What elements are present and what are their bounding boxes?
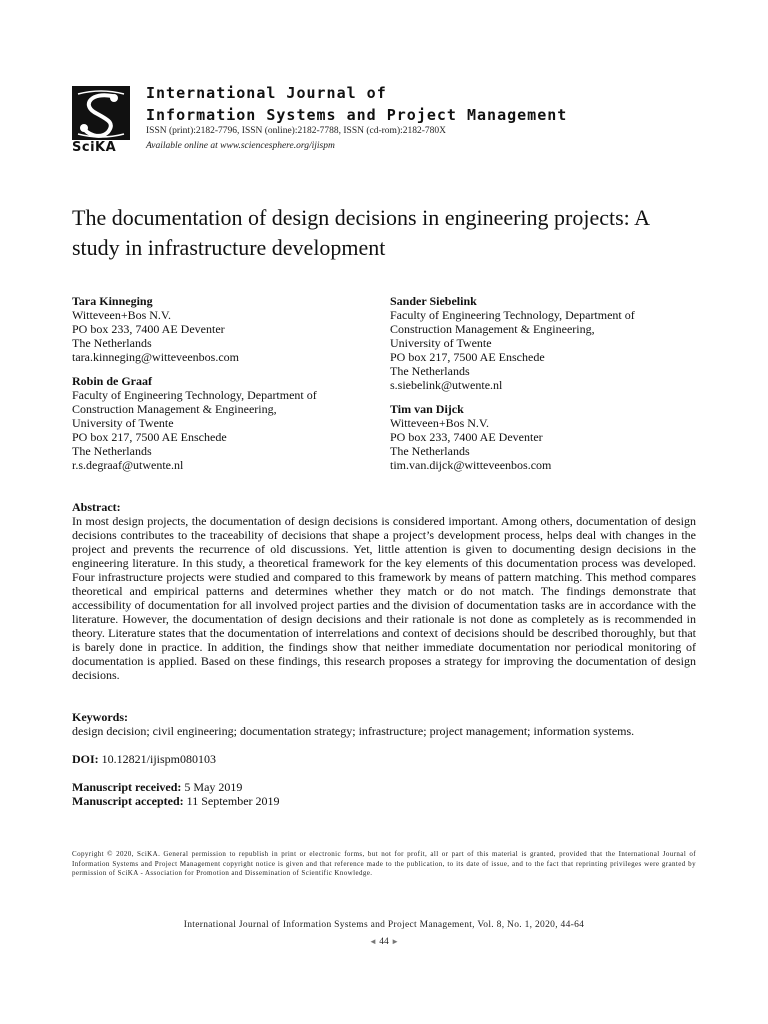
author-name: Tim van Dijck: [390, 402, 464, 416]
manuscript-received-line: [72, 780, 280, 794]
copyright-notice: Copyright © 2020, SciKA. General permission to republish in print or electronic forms, but not for profit, all or part of this material is granted, provided that the International Journal of Information Systems and Project Management copyright notice is given and that reference made to the publication, to its date of issue, and to the fact that reprinting privileges were granted by permission of SciKA - Association for Promotion and Dissemination of Scientific Knowledge.: [72, 850, 696, 877]
received-label: Manuscript received:: [72, 780, 182, 794]
authors-right-column: [390, 294, 690, 482]
author-affiliation-line: Witteveen+Bos N.V.: [390, 416, 490, 430]
doi-label: DOI:: [72, 752, 99, 766]
journal-title-line-1: International Journal of: [146, 84, 387, 102]
logo-caption: SciKA: [72, 140, 117, 155]
author-affiliation-line: Construction Management & Engineering,: [72, 402, 277, 416]
journal-citation-footer: International Journal of Information Systems and Project Management, Vol. 8, No. 1, 2020, 44-64: [183, 920, 585, 930]
author-address-line: PO box 217, 7500 AE Enschede: [390, 350, 545, 364]
doi-value: 10.12821/ijispm080103: [101, 752, 217, 766]
manuscript-accepted-line: [72, 794, 280, 808]
abstract-section: [72, 500, 696, 682]
author-affiliation-line: Witteveen+Bos N.V.: [72, 308, 172, 322]
author-affiliation-line: Construction Management & Engineering,: [390, 322, 595, 336]
author-affiliation-line: University of Twente: [72, 416, 174, 430]
journal-title: [146, 82, 567, 126]
author-country-line: The Netherlands: [72, 336, 152, 350]
author-affiliation-line: Faculty of Engineering Technology, Department of: [390, 308, 635, 322]
paper-title: The documentation of design decisions in engineering projects: A study in infrastructure development: [72, 205, 649, 260]
authors-left-column: [72, 294, 372, 482]
author-address-line: PO box 233, 7400 AE Deventer: [72, 322, 225, 336]
abstract-heading: Abstract:: [72, 500, 121, 514]
page-number: [0, 937, 768, 947]
page-number-value: 44: [379, 937, 389, 947]
author-entry: [390, 294, 690, 392]
author-email: tara.kinneging@witteveenbos.com: [72, 350, 240, 364]
author-email: r.s.degraaf@utwente.nl: [72, 458, 184, 472]
author-name: Tara Kinneging: [72, 294, 153, 308]
accepted-label: Manuscript accepted:: [72, 794, 184, 808]
prev-page-arrow-icon: ◄: [368, 937, 377, 946]
author-country-line: The Netherlands: [390, 444, 470, 458]
keywords-heading: Keywords:: [72, 710, 128, 724]
author-entry: [390, 402, 690, 472]
received-value: 5 May 2019: [184, 780, 243, 794]
journal-title-line-2: Information Systems and Project Management: [146, 106, 568, 124]
issn-line: ISSN (print):2182-7796, ISSN (online):2182-7788, ISSN (cd-rom):2182-780X: [146, 126, 447, 136]
author-name: Robin de Graaf: [72, 374, 153, 388]
author-affiliation-line: University of Twente: [390, 336, 492, 350]
author-entry: [72, 374, 372, 472]
doi-line: [72, 752, 216, 766]
author-email: tim.van.dijck@witteveenbos.com: [390, 458, 552, 472]
author-affiliation-line: Faculty of Engineering Technology, Department of: [72, 388, 317, 402]
author-name: Sander Siebelink: [390, 294, 477, 308]
author-country-line: The Netherlands: [72, 444, 152, 458]
next-page-arrow-icon: ►: [391, 937, 400, 946]
accepted-value: 11 September 2019: [186, 794, 280, 808]
available-online-line: Available online at www.sciencesphere.org/ijispm: [146, 141, 335, 151]
manuscript-dates: [72, 780, 280, 808]
author-country-line: The Netherlands: [390, 364, 470, 378]
abstract-body: In most design projects, the documentation of design decisions is considered important. Among others, documentation of design decisions contributes to the traceability of decisions that shape a project’s development process, helps deal with changes in the project and prevents the recurrence of old discussions. Yet, little attention is given to documenting design decisions in the engineering literature. In this study, a theoretical framework for the key elements of this documentation process was developed. Four infrastructure projects were studied and compared to this framework by means of pattern matching. This method compares theoretical and empirical patterns and determines whether they match or do not match. The findings demonstrate that accessibility of documentation for all involved project parties and the division of documentation tasks are in accordance with the literature. However, the documentation of design decisions and their rationale is not done as completely as is recommended in theory. Literature states that the documentation of interrelations and context of decisions should be described thoroughly, but that is barely done in practice. In addition, the findings show that neither immediate documentation nor periodical monitoring of documentation is applied. Based on these findings, this research proposes a strategy for improving the documentation of design decisions.: [72, 514, 696, 682]
author-address-line: PO box 217, 7500 AE Enschede: [72, 430, 227, 444]
author-address-line: PO box 233, 7400 AE Deventer: [390, 430, 543, 444]
keywords-section: [72, 710, 696, 738]
author-entry: [72, 294, 372, 364]
keywords-body: design decision; civil engineering; documentation strategy; infrastructure; project management; information systems.: [72, 724, 635, 738]
author-email: s.siebelink@utwente.nl: [390, 378, 503, 392]
